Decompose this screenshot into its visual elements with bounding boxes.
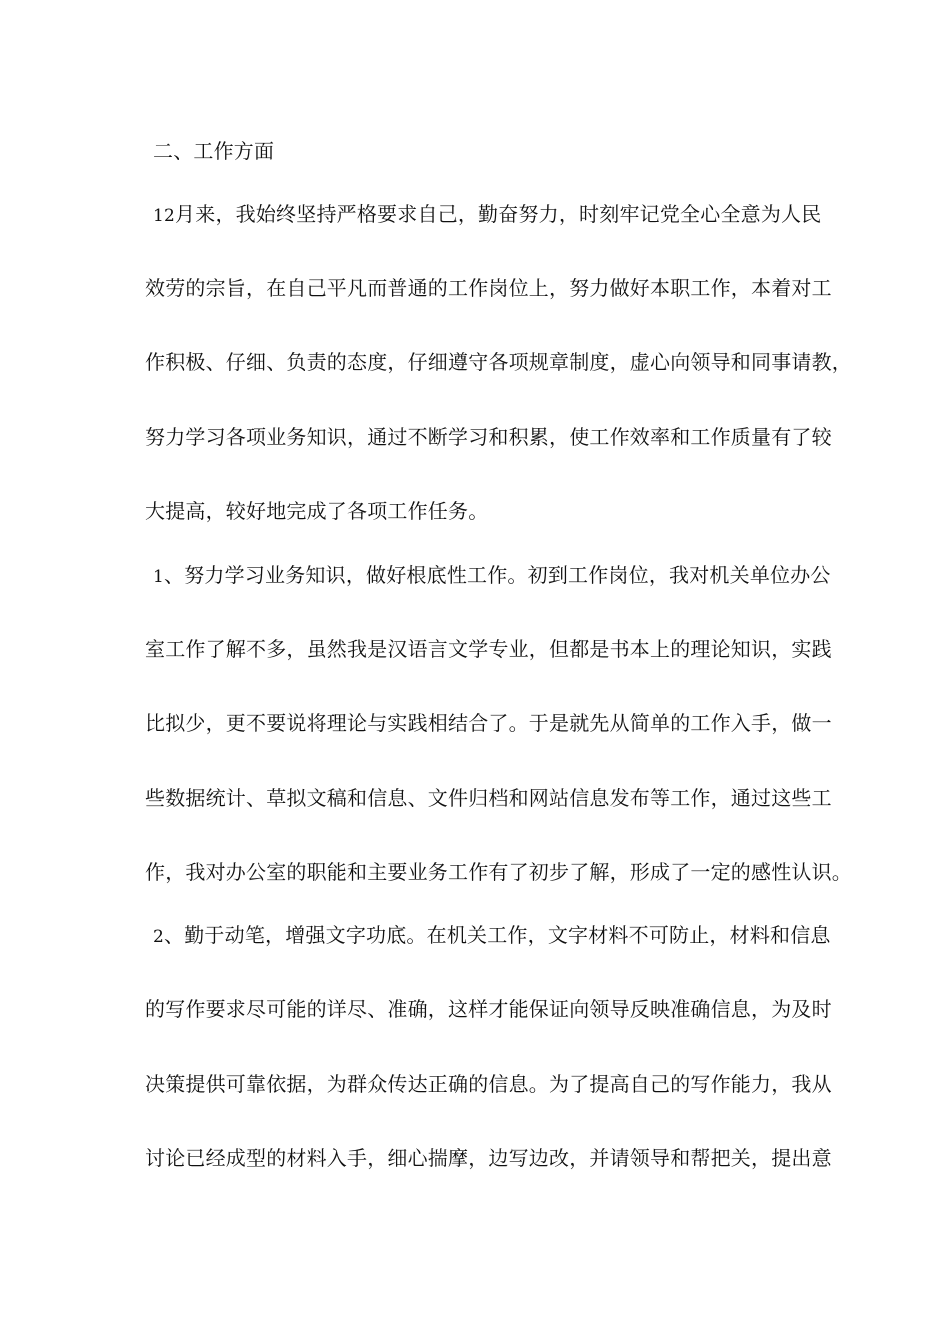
line-text: 月来，我始终坚持严格要求自己，勤奋努力，时刻牢记党全心全意为人民 — [175, 202, 822, 226]
paragraph-line — [153, 202, 833, 228]
line-text: 、勤于动笔，增强文字功底。在机关工作，文字材料不可防止，材料和信息 — [164, 923, 831, 947]
paragraph-line: 努力学习各项业务知识，通过不断学习和积累，使工作效率和工作质量有了较 — [145, 425, 832, 449]
paragraph-line: 比拟少，更不要说将理论与实践相结合了。于是就先从简单的工作入手，做一 — [145, 711, 832, 735]
paragraph-line: 大提高，较好地完成了各项工作任务。 — [145, 499, 489, 523]
paragraph-line: 效劳的宗旨，在自己平凡而普通的工作岗位上，努力做好本职工作，本着对工 — [145, 276, 832, 300]
paragraph-line: 些数据统计、草拟文稿和信息、文件归档和网站信息发布等工作，通过这些工 — [145, 786, 832, 810]
paragraph-line: 室工作了解不多，虽然我是汉语言文学专业，但都是书本上的理论知识，实践 — [145, 637, 832, 661]
paragraph-number: 1 — [153, 567, 165, 587]
section-heading: 二、工作方面 — [153, 139, 275, 163]
paragraph-line: 作积极、仔细、负责的态度，仔细遵守各项规章制度，虚心向领导和同事请教， — [145, 350, 852, 374]
paragraph-line: 决策提供可靠依据，为群众传达正确的信息。为了提高自己的写作能力，我从 — [145, 1072, 832, 1096]
paragraph-line: 讨论已经成型的材料入手，细心揣摩，边写边改，并请领导和帮把关，提出意 — [145, 1146, 832, 1170]
paragraph-number: 12 — [153, 206, 176, 226]
line-text: 、努力学习业务知识，做好根底性工作。初到工作岗位，我对机关单位办公 — [164, 563, 831, 587]
paragraph-line: 作，我对办公室的职能和主要业务工作有了初步了解，形成了一定的感性认识。 — [145, 860, 852, 884]
paragraph-number: 2 — [153, 927, 165, 947]
paragraph-line — [153, 563, 833, 589]
paragraph-line: 的写作要求尽可能的详尽、准确，这样才能保证向领导反映准确信息，为及时 — [145, 997, 832, 1021]
paragraph-line — [153, 923, 833, 949]
